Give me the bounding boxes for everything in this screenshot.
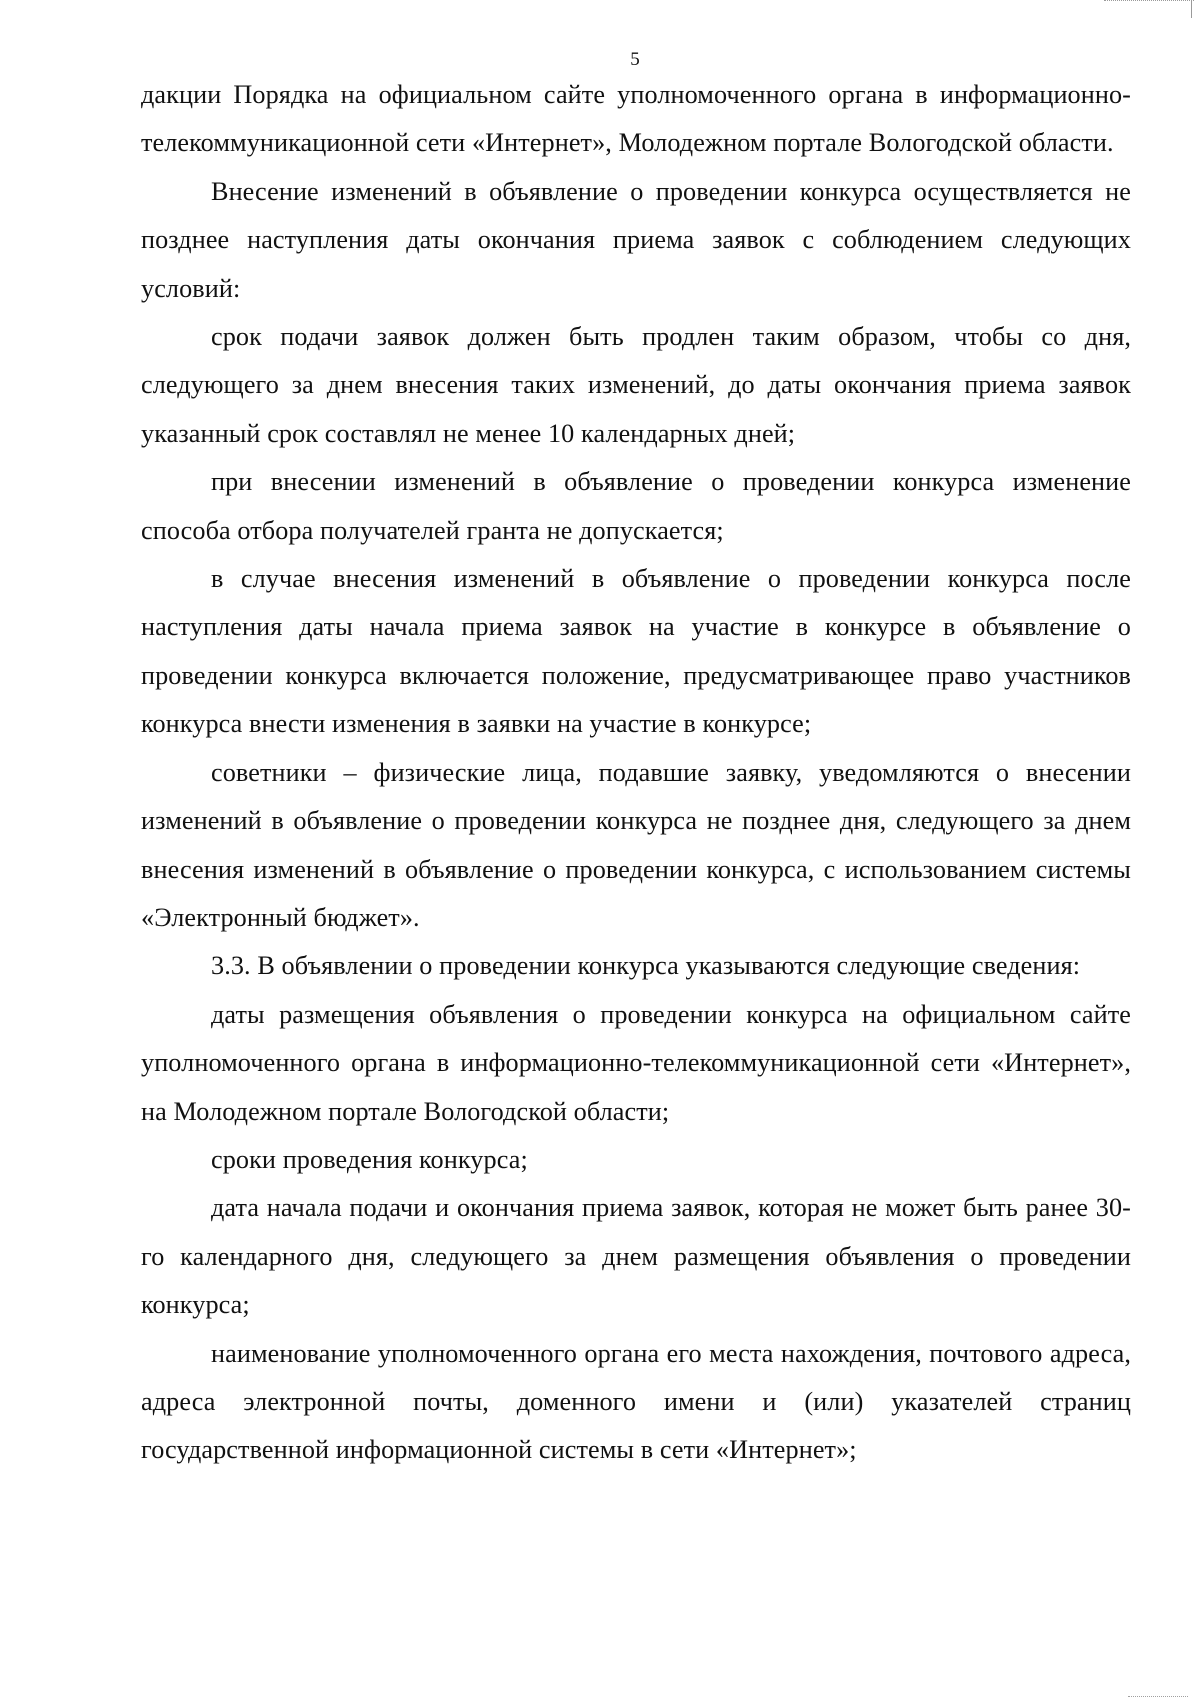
paragraph-publication-dates: даты размещения объявления о проведении конкурса на официальном сайте уполномоченного органа в информационно-телекоммуникационной сети «Интернет», на Молодежном портале Вологодской области; — [141, 999, 1131, 1126]
scan-edge-tick — [1191, 0, 1192, 18]
paragraph-participant-rights: в случае внесения изменений в объявление о проведении конкурса после наступления даты начала приема заявок на участие в конкурсе в объявление о проведении конкурса включается положение, предусматривающее право участников конкурса внести изменения в заявки на участие в конкурсе; — [141, 564, 1131, 739]
paragraph-section-3-3: 3.3. В объявлении о проведении конкурса указываются следующие сведения: — [211, 951, 1081, 981]
paragraph-authority-details: наименование уполномоченного органа его места нахождения, почтового адреса, адреса электронной почты, доменного имени и (или) указателей страниц государственной информационной системы в сети «Интернет»; — [141, 1338, 1131, 1465]
paragraph-application-dates: дата начала подачи и окончания приема заявок, которая не может быть ранее 30-го календарного дня, следующего за днем размещения объявления о проведении конкурса; — [141, 1193, 1131, 1320]
paragraph-amendments-intro: Внесение изменений в объявление о проведении конкурса осуществляется не позднее наступления даты окончания приема заявок с соблюдением следующих условий: — [141, 176, 1131, 303]
paragraph-contest-terms: сроки проведения конкурса; — [211, 1144, 528, 1174]
scan-edge-mark-bottom — [1128, 1690, 1188, 1697]
paragraph-selection-method: при внесении изменений в объявление о проведении конкурса изменение способа отбора получателей гранта не допускается; — [141, 467, 1131, 545]
paragraph-continuation: дакции Порядка на официальном сайте уполномоченного органа в информационно-телекоммуникационной сети «Интернет», Молодежном портале Вологодской области. — [141, 80, 1131, 158]
paragraph-deadline-extension: срок подачи заявок должен быть продлен таким образом, чтобы со дня, следующего за днем внесения таких изменений, до даты окончания приема заявок указанный срок составлял не менее 10 календарных дней; — [141, 322, 1131, 448]
document-body — [141, 71, 1131, 1475]
paragraph-advisors-notification: советники – физические лица, подавшие заявку, уведомляются о внесении изменений в объявление о проведении конкурса не позднее дня, следующего за днем внесения изменений в объявление о проведении конкурса, с использованием системы «Электронный бюджет». — [141, 757, 1131, 932]
page-number: 5 — [630, 49, 640, 70]
scan-edge-mark-top — [1104, 0, 1194, 11]
